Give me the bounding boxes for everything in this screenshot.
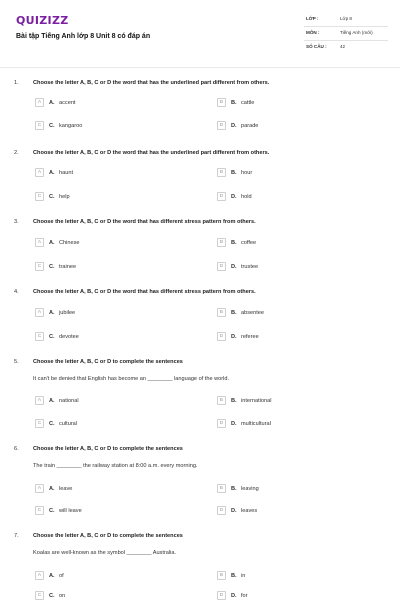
- meta-value: Tiếng Anh (mới): [340, 30, 373, 35]
- option-text: coffee: [241, 239, 257, 246]
- option-text: leaves: [241, 507, 258, 514]
- option-letter: C.: [49, 193, 55, 200]
- meta-label: LỚP :: [306, 16, 319, 21]
- question-text: Choose the letter A, B, C or D the word that has different stress pattern from others.: [33, 289, 256, 295]
- option-checkbox[interactable]: C: [35, 192, 44, 201]
- option-checkbox[interactable]: C: [35, 332, 44, 341]
- option-letter: D.: [231, 420, 237, 427]
- option-letter: C.: [49, 420, 55, 427]
- option-letter: C.: [49, 507, 55, 514]
- meta-row-subject: [304, 27, 388, 41]
- question-text: Choose the letter A, B, C or D the word that has the underlined part different from others.: [33, 150, 270, 156]
- option-checkbox[interactable]: C: [35, 262, 44, 271]
- option-checkbox[interactable]: B: [217, 238, 226, 247]
- option-checkbox[interactable]: B: [217, 168, 226, 177]
- meta-label: SỐ CÂU :: [306, 44, 327, 49]
- option-checkbox[interactable]: B: [217, 484, 226, 493]
- question-sentence: The train ________ the railway station at 8:00 a.m. every morning.: [33, 463, 198, 469]
- option-text: trustee: [241, 263, 259, 270]
- option-letter: A.: [49, 397, 55, 404]
- option-letter: B.: [231, 397, 237, 404]
- option-letter: B.: [231, 309, 237, 316]
- option-checkbox[interactable]: B: [217, 396, 226, 405]
- option-letter: D.: [231, 333, 237, 340]
- option-text: parade: [241, 122, 259, 129]
- option-text: hold: [241, 193, 252, 200]
- option-text: multicultural: [241, 420, 271, 427]
- option-text: on: [59, 592, 66, 599]
- option-checkbox[interactable]: C: [35, 591, 44, 600]
- option-letter: D.: [231, 592, 237, 599]
- option-text: cattle: [241, 99, 255, 106]
- option-text: Chinese: [59, 239, 80, 246]
- question-number: 1.: [14, 80, 19, 86]
- option-letter: A.: [49, 99, 55, 106]
- question-number: 6.: [14, 446, 19, 452]
- option-checkbox[interactable]: B: [217, 571, 226, 580]
- option-checkbox[interactable]: D: [217, 591, 226, 600]
- option-checkbox[interactable]: A: [35, 168, 44, 177]
- option-checkbox[interactable]: C: [35, 506, 44, 515]
- worksheet-header: [0, 0, 400, 70]
- option-letter: B.: [231, 485, 237, 492]
- option-text: trainee: [59, 263, 77, 270]
- option-text: national: [59, 397, 79, 404]
- option-text: of: [59, 572, 64, 579]
- option-checkbox[interactable]: A: [35, 308, 44, 317]
- meta-value: Lớp 8: [340, 16, 352, 21]
- meta-table: [304, 13, 388, 55]
- option-checkbox[interactable]: B: [217, 98, 226, 107]
- option-text: leave: [59, 485, 73, 492]
- option-text: referee: [241, 333, 259, 340]
- question-sentence: It can't be denied that English has become an ________ language of the world.: [33, 376, 230, 382]
- question-text: Choose the letter A, B, C or D to complete the sentences: [33, 533, 183, 539]
- option-letter: C.: [49, 263, 55, 270]
- question-number: 5.: [14, 359, 19, 365]
- option-letter: B.: [231, 239, 237, 246]
- option-checkbox[interactable]: A: [35, 98, 44, 107]
- option-text: kangaroo: [59, 122, 83, 129]
- option-text: accent: [59, 99, 76, 106]
- option-checkbox[interactable]: D: [217, 262, 226, 271]
- option-checkbox[interactable]: B: [217, 308, 226, 317]
- option-text: cultural: [59, 420, 78, 427]
- option-text: absentee: [241, 309, 265, 316]
- question-text: Choose the letter A, B, C or D the word that has the underlined part different from others.: [33, 80, 270, 86]
- option-letter: D.: [231, 507, 237, 514]
- option-letter: A.: [49, 309, 55, 316]
- option-letter: C.: [49, 592, 55, 599]
- option-checkbox[interactable]: D: [217, 419, 226, 428]
- option-letter: A.: [49, 239, 55, 246]
- option-letter: C.: [49, 333, 55, 340]
- option-text: haunt: [59, 169, 73, 176]
- meta-row-class: [304, 13, 388, 27]
- option-letter: D.: [231, 122, 237, 129]
- option-letter: B.: [231, 169, 237, 176]
- option-checkbox[interactable]: D: [217, 192, 226, 201]
- option-checkbox[interactable]: A: [35, 238, 44, 247]
- option-letter: D.: [231, 193, 237, 200]
- meta-row-count: [304, 41, 388, 55]
- option-text: devotee: [59, 333, 79, 340]
- question-number: 3.: [14, 219, 19, 225]
- meta-label: MÔN :: [306, 30, 320, 35]
- option-checkbox[interactable]: D: [217, 506, 226, 515]
- option-text: international: [241, 397, 272, 404]
- option-letter: A.: [49, 485, 55, 492]
- question-number: 4.: [14, 289, 19, 295]
- question-number: 2.: [14, 150, 19, 156]
- option-text: will leave: [59, 507, 82, 514]
- option-checkbox[interactable]: A: [35, 484, 44, 493]
- option-checkbox[interactable]: A: [35, 571, 44, 580]
- option-letter: D.: [231, 263, 237, 270]
- question-number: 7.: [14, 533, 19, 539]
- option-text: for: [241, 592, 248, 599]
- option-letter: B.: [231, 99, 237, 106]
- question-text: Choose the letter A, B, C or D to complete the sentences: [33, 359, 183, 365]
- option-text: leaving: [241, 485, 259, 492]
- option-letter: B.: [231, 572, 237, 579]
- option-checkbox[interactable]: C: [35, 419, 44, 428]
- page-title: Bài tập Tiếng Anh lớp 8 Unit 8 có đáp án: [16, 33, 151, 40]
- option-text: hour: [241, 169, 253, 176]
- option-letter: C.: [49, 122, 55, 129]
- option-letter: A.: [49, 169, 55, 176]
- option-text: jubilee: [59, 309, 76, 316]
- header-divider: [0, 67, 400, 68]
- option-checkbox[interactable]: A: [35, 396, 44, 405]
- option-text: help: [59, 193, 70, 200]
- question-sentence: Koalas are well-known as the symbol ________ Australia.: [33, 550, 177, 556]
- question-text: Choose the letter A, B, C or D the word that has different stress pattern from others.: [33, 219, 256, 225]
- meta-value: 42: [340, 44, 346, 49]
- option-letter: A.: [49, 572, 55, 579]
- quizizz-logo[interactable]: QUIZIZZ: [16, 14, 69, 27]
- option-checkbox[interactable]: D: [217, 121, 226, 130]
- option-text: in: [241, 572, 246, 579]
- option-checkbox[interactable]: D: [217, 332, 226, 341]
- question-text: Choose the letter A, B, C or D to complete the sentences: [33, 446, 183, 452]
- option-checkbox[interactable]: C: [35, 121, 44, 130]
